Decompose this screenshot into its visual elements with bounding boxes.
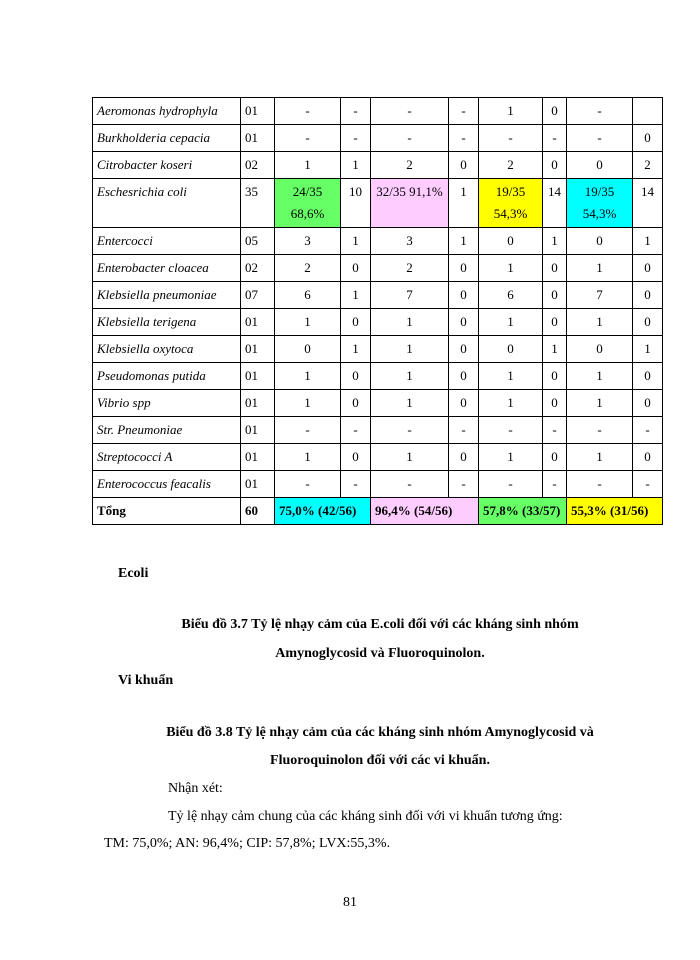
value-cell: 1 (543, 228, 567, 255)
chart1-caption-line2: Amynoglycosid và Fluoroquinolon. (275, 646, 485, 661)
chart2-label: Vi khuẩn (118, 673, 174, 688)
value-cell: 1 (567, 444, 633, 471)
susceptibility-table (92, 97, 663, 525)
total-n: 60 (241, 498, 275, 525)
value-cell: 1 (449, 228, 479, 255)
value-cell: 0 (633, 363, 663, 390)
value-cell: 0 (543, 390, 567, 417)
value-cell: 0 (543, 282, 567, 309)
value-cell: 1 (275, 363, 341, 390)
value-cell: 1 (543, 336, 567, 363)
value-cell: 1 (371, 363, 449, 390)
organism-cell: Entercocci (93, 228, 241, 255)
sample-count-cell: 01 (241, 336, 275, 363)
table-row (93, 152, 663, 179)
value-cell: - (371, 125, 449, 152)
value-cell: 2 (371, 152, 449, 179)
value-cell: 14 (633, 179, 663, 228)
value-cell: 19/35 54,3% (567, 179, 633, 228)
value-cell: - (479, 125, 543, 152)
value-cell: 0 (449, 390, 479, 417)
value-cell: 0 (341, 390, 371, 417)
sample-count-cell: 05 (241, 228, 275, 255)
value-cell: - (275, 98, 341, 125)
value-cell: 0 (543, 152, 567, 179)
value-cell: - (341, 417, 371, 444)
table-row (93, 363, 663, 390)
value-cell: - (543, 417, 567, 444)
value-cell: - (275, 417, 341, 444)
value-cell: 0 (633, 255, 663, 282)
organism-cell: Burkholderia cepacia (93, 125, 241, 152)
organism-cell: Aeromonas hydrophyla (93, 98, 241, 125)
value-cell: - (543, 125, 567, 152)
sample-count-cell: 01 (241, 363, 275, 390)
value-cell: 19/35 54,3% (479, 179, 543, 228)
value-cell: - (341, 98, 371, 125)
value-cell: - (567, 417, 633, 444)
sample-count-cell: 35 (241, 179, 275, 228)
total-row (93, 498, 663, 525)
value-cell: - (479, 417, 543, 444)
value-cell: 0 (449, 363, 479, 390)
table-row (93, 98, 663, 125)
value-cell: 1 (275, 390, 341, 417)
value-cell: 1 (479, 444, 543, 471)
value-cell: - (633, 471, 663, 498)
value-cell: - (371, 471, 449, 498)
value-cell: 0 (449, 309, 479, 336)
table-row (93, 309, 663, 336)
organism-cell: Str. Pneumoniae (93, 417, 241, 444)
sample-count-cell: 02 (241, 152, 275, 179)
value-cell: 0 (543, 444, 567, 471)
chart1-label: Ecoli (118, 566, 149, 581)
table-row (93, 255, 663, 282)
value-cell: 0 (449, 255, 479, 282)
value-cell: - (449, 98, 479, 125)
value-cell: - (567, 471, 633, 498)
value-cell: 0 (341, 309, 371, 336)
table-row (93, 336, 663, 363)
value-cell: - (341, 125, 371, 152)
total-cip: 57,8% (33/57) (479, 498, 567, 525)
organism-cell: Citrobacter koseri (93, 152, 241, 179)
value-cell: - (543, 471, 567, 498)
table-row (93, 417, 663, 444)
value-cell: 10 (341, 179, 371, 228)
value-cell: 1 (341, 336, 371, 363)
value-cell: 0 (341, 363, 371, 390)
value-cell: 6 (479, 282, 543, 309)
table-row (93, 179, 663, 228)
value-cell: 1 (341, 228, 371, 255)
table-row (93, 471, 663, 498)
value-cell: 1 (275, 444, 341, 471)
value-cell: 1 (567, 390, 633, 417)
sample-count-cell: 01 (241, 309, 275, 336)
table-row (93, 390, 663, 417)
value-cell: 14 (543, 179, 567, 228)
value-cell: 7 (567, 282, 633, 309)
sample-count-cell: 02 (241, 255, 275, 282)
sample-count-cell: 01 (241, 125, 275, 152)
value-cell: 2 (275, 255, 341, 282)
comment-line2: TM: 75,0%; AN: 96,4%; CIP: 57,8%; LVX:55,3%. (104, 836, 391, 851)
value-cell: 0 (567, 228, 633, 255)
organism-cell: Pseudomonas putida (93, 363, 241, 390)
value-cell: 1 (479, 363, 543, 390)
chart2-caption-line1: Biểu đồ 3.8 Tỷ lệ nhạy cảm của các kháng sinh nhóm Amynoglycosid và (166, 725, 594, 740)
organism-cell: Streptococci A (93, 444, 241, 471)
value-cell: 32/35 91,1% (371, 179, 449, 228)
table-row (93, 444, 663, 471)
organism-cell: Klebsiella terigena (93, 309, 241, 336)
page-number: 81 (343, 895, 357, 910)
value-cell: 1 (479, 98, 543, 125)
value-cell: 0 (449, 444, 479, 471)
value-cell: 1 (479, 390, 543, 417)
value-cell: 0 (633, 125, 663, 152)
chart2-caption-line2: Fluoroquinolon đối với các vi khuẩn. (270, 753, 490, 768)
organism-cell: Eschesrichia coli (93, 179, 241, 228)
value-cell: 1 (567, 309, 633, 336)
value-cell: 0 (449, 336, 479, 363)
value-cell: 1 (341, 282, 371, 309)
value-cell: - (567, 98, 633, 125)
value-cell: 0 (449, 282, 479, 309)
value-cell: 0 (567, 336, 633, 363)
value-cell: 6 (275, 282, 341, 309)
value-cell: 1 (479, 255, 543, 282)
value-cell: 7 (371, 282, 449, 309)
value-cell: 1 (341, 152, 371, 179)
value-cell: 2 (371, 255, 449, 282)
organism-cell: Enterobacter cloacea (93, 255, 241, 282)
value-cell: 1 (567, 255, 633, 282)
total-lvx: 55,3% (31/56) (567, 498, 663, 525)
organism-cell: Klebsiella pneumoniae (93, 282, 241, 309)
value-cell: 24/35 68,6% (275, 179, 341, 228)
value-cell: 0 (543, 363, 567, 390)
value-cell: 0 (341, 444, 371, 471)
value-cell: 0 (633, 282, 663, 309)
value-cell: 1 (479, 309, 543, 336)
sample-count-cell: 01 (241, 471, 275, 498)
value-cell: 1 (567, 363, 633, 390)
value-cell: - (371, 417, 449, 444)
value-cell: - (633, 417, 663, 444)
value-cell: 1 (633, 336, 663, 363)
value-cell: 1 (371, 444, 449, 471)
sample-count-cell: 07 (241, 282, 275, 309)
comment-heading: Nhận xét: (168, 781, 223, 796)
chart1-caption-line1: Biểu đồ 3.7 Tỷ lệ nhạy cảm của E.coli đối với các kháng sinh nhóm (181, 617, 579, 632)
value-cell: - (371, 98, 449, 125)
value-cell: 0 (479, 228, 543, 255)
value-cell: 1 (633, 228, 663, 255)
value-cell: 0 (633, 390, 663, 417)
value-cell: 3 (275, 228, 341, 255)
value-cell: - (341, 471, 371, 498)
value-cell: - (449, 125, 479, 152)
value-cell: 2 (479, 152, 543, 179)
organism-cell: Enterococcus feacalis (93, 471, 241, 498)
organism-cell: Vibrio spp (93, 390, 241, 417)
value-cell: 1 (371, 309, 449, 336)
value-cell: 0 (341, 255, 371, 282)
table-row (93, 125, 663, 152)
value-cell: - (449, 471, 479, 498)
value-cell: 1 (371, 390, 449, 417)
value-cell: - (449, 417, 479, 444)
value-cell: 0 (543, 98, 567, 125)
value-cell: - (275, 125, 341, 152)
value-cell: 0 (543, 309, 567, 336)
sample-count-cell: 01 (241, 390, 275, 417)
value-cell: 0 (543, 255, 567, 282)
total-tm: 75,0% (42/56) (275, 498, 371, 525)
value-cell: - (567, 125, 633, 152)
value-cell: 2 (633, 152, 663, 179)
value-cell (633, 98, 663, 125)
value-cell: 1 (275, 309, 341, 336)
comment-line1: Tỷ lệ nhạy cảm chung của các kháng sinh đối với vi khuẩn tương ứng: (168, 809, 563, 824)
value-cell: 3 (371, 228, 449, 255)
organism-cell: Klebsiella oxytoca (93, 336, 241, 363)
value-cell: 0 (275, 336, 341, 363)
table-row (93, 228, 663, 255)
value-cell: 0 (633, 309, 663, 336)
table-row (93, 282, 663, 309)
value-cell: 0 (633, 444, 663, 471)
total-an: 96,4% (54/56) (371, 498, 479, 525)
value-cell: 1 (449, 179, 479, 228)
sample-count-cell: 01 (241, 98, 275, 125)
sample-count-cell: 01 (241, 417, 275, 444)
value-cell: 0 (449, 152, 479, 179)
value-cell: 0 (567, 152, 633, 179)
value-cell: - (275, 471, 341, 498)
value-cell: - (479, 471, 543, 498)
value-cell: 1 (275, 152, 341, 179)
total-label: Tổng (93, 498, 241, 525)
value-cell: 1 (371, 336, 449, 363)
sample-count-cell: 01 (241, 444, 275, 471)
value-cell: 0 (479, 336, 543, 363)
